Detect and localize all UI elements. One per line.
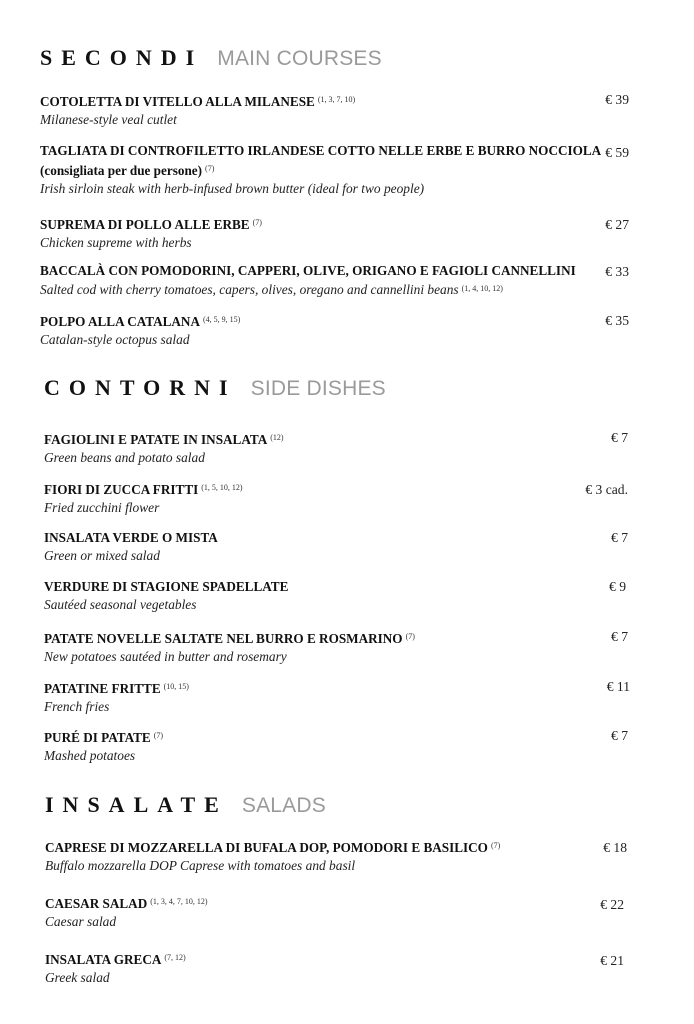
menu-item (40, 214, 262, 252)
item-price: € 7 (611, 629, 628, 644)
section-heading (40, 47, 382, 69)
item-name: CAPRESE DI MOZZARELLA DI BUFALA DOP, POMODORI E BASILICO (45, 840, 488, 855)
item-price: € 33 (605, 264, 629, 279)
item-price: € 7 (611, 430, 628, 445)
menu-item (45, 837, 500, 875)
item-description: Salted cod with cherry tomatoes, capers, olives, oregano and cannellini beans (40, 282, 459, 297)
section-title-en: SALADS (241, 794, 326, 817)
item-allergens: (7) (490, 841, 501, 850)
item-description: Milanese-style veal cutlet (40, 112, 177, 127)
item-price: € 3 cad. (585, 482, 628, 497)
item-description: Sautéed seasonal vegetables (44, 597, 197, 612)
section-title-en: SIDE DISHES (250, 377, 386, 400)
item-price: € 7 (611, 530, 628, 545)
menu-item (40, 142, 601, 198)
item-description: Chicken supreme with herbs (40, 235, 192, 250)
menu-item (44, 628, 415, 666)
item-description: Irish sirloin steak with herb-infused brown butter (ideal for two people) (40, 181, 425, 196)
item-allergens: (1, 3, 4, 7, 10, 12) (150, 897, 208, 906)
menu-item (44, 479, 243, 517)
item-name: BACCALÀ CON POMODORINI, CAPPERI, OLIVE, ORIGANO E FAGIOLI CANNELLINI (40, 263, 576, 278)
item-name: POLPO ALLA CATALANA (40, 314, 200, 329)
item-description: French fries (44, 699, 110, 714)
item-price: € 21 (600, 953, 624, 968)
item-price: € 27 (605, 217, 629, 232)
item-price: € 59 (605, 145, 629, 160)
section-title-en: MAIN COURSES (217, 47, 382, 70)
item-description: New potatoes sautéed in butter and rosemary (44, 649, 287, 664)
item-price: € 22 (600, 897, 624, 912)
item-allergens: (4, 5, 9, 15) (202, 315, 241, 324)
item-allergens: (12) (270, 433, 284, 442)
item-price: € 9 (609, 579, 626, 594)
section-heading (45, 794, 326, 816)
item-description: Mashed potatoes (44, 748, 136, 763)
item-allergens: (7) (205, 164, 215, 173)
item-price: € 18 (603, 840, 627, 855)
item-name: SUPREMA DI POLLO ALLE ERBE (40, 217, 250, 232)
menu-item (44, 529, 218, 565)
menu-item (45, 949, 186, 987)
item-name-line2: (consigliata per due persone) (40, 163, 203, 178)
item-allergens: (1, 4, 10, 12) (461, 284, 503, 293)
item-name: TAGLIATA DI CONTROFILETTO IRLANDESE COTTO NELLE ERBE E BURRO NOCCIOLA (40, 143, 602, 158)
item-name: PURÉ DI PATATE (44, 730, 151, 745)
item-allergens: (10, 15) (163, 682, 189, 691)
item-description: Green or mixed salad (44, 548, 160, 563)
item-allergens: (7) (405, 632, 415, 641)
item-description: Caesar salad (45, 914, 117, 929)
item-price: € 7 (611, 728, 628, 743)
item-name: CAESAR SALAD (45, 896, 148, 911)
item-name: PATATE NOVELLE SALTATE NEL BURRO E ROSMARINO (44, 631, 403, 646)
section-title-it: CONTORNI (44, 375, 237, 400)
menu-item (45, 893, 208, 931)
item-description: Green beans and potato salad (44, 450, 205, 465)
item-name: INSALATA GRECA (45, 952, 162, 967)
item-name: VERDURE DI STAGIONE SPADELLATE (44, 579, 289, 594)
menu-item (44, 429, 284, 467)
item-price: € 39 (605, 92, 629, 107)
menu-item (40, 262, 576, 299)
menu-item (44, 678, 189, 716)
item-description: Buffalo mozzarella DOP Caprese with tomatoes and basil (45, 858, 356, 873)
item-price: € 11 (606, 679, 630, 694)
item-allergens: (1, 3, 7, 10) (317, 95, 356, 104)
item-name: FIORI DI ZUCCA FRITTI (44, 482, 199, 497)
item-allergens: (1, 5, 10, 12) (201, 483, 243, 492)
item-name: PATATINE FRITTE (44, 681, 161, 696)
item-description: Greek salad (45, 970, 110, 985)
item-allergens: (7) (153, 731, 164, 740)
menu-item (44, 727, 163, 765)
item-allergens: (7) (252, 218, 262, 227)
section-title-it: INSALATE (45, 792, 228, 817)
item-name: FAGIOLINI E PATATE IN INSALATA (44, 432, 268, 447)
item-description: Catalan-style octopus salad (40, 332, 190, 347)
section-title-it: SECONDI (40, 45, 204, 70)
menu-item (40, 91, 355, 129)
section-heading (44, 377, 386, 399)
item-allergens: (7, 12) (164, 953, 186, 962)
item-description: Fried zucchini flower (44, 500, 160, 515)
item-name: INSALATA VERDE O MISTA (44, 530, 218, 545)
menu-item (40, 311, 240, 349)
item-price: € 35 (605, 313, 629, 328)
item-name: COTOLETTA DI VITELLO ALLA MILANESE (40, 94, 315, 109)
menu-item (44, 578, 288, 614)
